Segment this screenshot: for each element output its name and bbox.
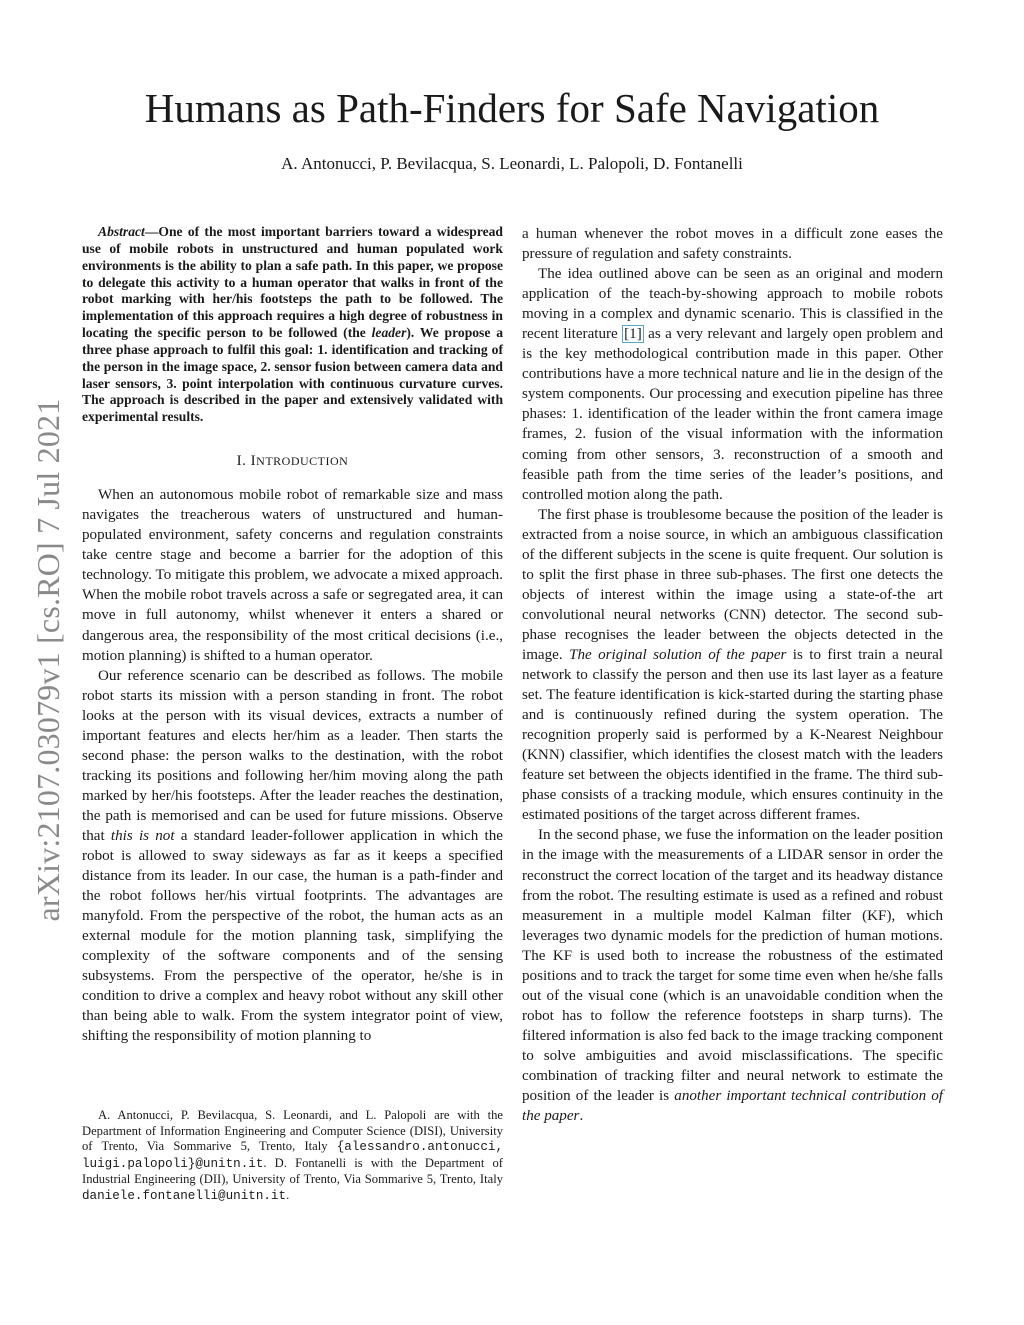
right-paragraph-3 — [522, 505, 943, 826]
author-affiliation-footnote — [82, 1108, 503, 1205]
footnote-email-fontanelli[interactable]: daniele.fontanelli@unitn.it — [82, 1188, 287, 1203]
right-paragraph-2-part-a: The idea outlined above can be seen as an original and modern application of the teach-by-showing approach to mobile robots moving in a complex and dynamic scenario. This is classified in the recent literature — [522, 266, 943, 343]
intro-paragraph-2-part-a: Our reference scenario can be described as follows. The mobile robot starts its mission with a person standing in front. The robot looks at the person with its visual devices, extracts a number of important features and elects her/him as a leader. Then starts the second phase: the person walks to the destination, with the robot tracking its positions and following her/him moving along the path marked by her/his footsteps. After the leader reaches the destination, the path is memorised and can be used for future missions. Observe that — [82, 667, 503, 844]
right-paragraph-3-part-b: is to first train a neural network to classify the person and then use its last layer as a feature set. The feature identification is kick-started during the starting phase and is continuously refined during the system operation. The recognition properly said is performed by a K-Nearest Neighbour (KNN) classifier, which identifies the closest match with the leaders feature set between the objects identified in the frame. The third sub-phase consists of a tracking module, which ensures continuity in the estimated positions of the target across different frames. — [522, 646, 943, 824]
right-paragraph-3-emphasis: The original solution of the paper — [569, 646, 787, 663]
intro-paragraph-2 — [82, 666, 503, 1047]
abstract-label: Abstract — [98, 224, 145, 239]
footnote-text-2: . D. Fontanelli is with the Department of Industrial Engineering (DII), University of Trento, Via Sommarive 5, Trento, Italy — [82, 1155, 503, 1187]
right-paragraph-2 — [522, 264, 943, 505]
section-title-rest: NTRODUCTION — [256, 454, 349, 469]
right-paragraph-4 — [522, 825, 943, 1126]
abstract-dash: — — [144, 224, 159, 239]
abstract-text-part2: ). We propose a three phase approach to fulfil this goal: 1. identification and tracking of the person in the image space, 2. sensor fusion between camera data and laser sensors, 3. point interpolation with continuous curvature curves. The approach is described in the paper and extensively validated with experimental results. — [82, 325, 503, 425]
citation-link-1[interactable]: [1] — [624, 326, 642, 343]
right-paragraph-1: a human whenever the robot moves in a difficult zone eases the pressure of regulation and safety constraints. — [522, 226, 943, 263]
right-paragraph-4-part-b: . — [579, 1108, 584, 1125]
intro-paragraph-2-part-b: a standard leader-follower application in which the robot is allowed to sway sideways as far as it keeps a specified distance from its leader. In our case, the human is a path-finder and the robot follows her/his virtual footprints. The advantages are manyfold. From the perspective of the robot, the human acts as an external module for the motion planning task, simplifying the complexity of the software components and of the sensing subsystems. From the perspective of the operator, he/she is in condition to drive a complex and heavy robot without any skill other than being able to walk. From the system integrator point of view, shifting the responsibility of motion planning to — [82, 827, 503, 1045]
right-paragraph-4-part-a: In the second phase, we fuse the information on the leader position in the image with the measurements of a LIDAR sensor in order the reconstruct the correct location of the target and its headway distance from the robot. The resulting estimate is used as a refined and robust measurement in a multiple model Kalman filter (KF), which leverages two dynamic models for the prediction of human motions. The KF is used both to increase the robustness of the estimated positions and to track the target for some time even when he/she falls out of the visual cone (which is an unavoidable condition when the robot has to follow the reference footsteps in sharp turns). The filtered information is also fed back to the image tracking component to solve ambiguities and avoid misclassifications. The specific combination of tracking filter and neural network to estimate the position of the leader is — [522, 827, 943, 1105]
footnote-text-3: . — [286, 1187, 290, 1202]
footnote-email-group[interactable]: {alessandro.antonucci, luigi.palopoli}@unitn.it — [82, 1140, 503, 1171]
section-title-initial: I — [250, 453, 257, 470]
abstract-text-part1: One of the most important barriers toward a widespread use of mobile robots in unstructured and human populated work environments is the ability to plan a safe path. In this paper, we propose to delegate this activity to a human operator that walks in front of the robot marking with her/his footsteps the path to be followed. The implementation of this approach requires a high degree of robustness in locating the specific person to be followed (the — [82, 224, 503, 341]
right-paragraph-4-emphasis: another important technical contribution of the paper — [522, 1088, 943, 1125]
arxiv-identifier: arXiv:2107.03079v1 [cs.RO] 7 Jul 2021 — [30, 398, 66, 922]
right-paragraph-3-part-a: The first phase is troublesome because the position of the leader is extracted from a noise source, in which an ambiguous classification of the different subjects in the scene is quite frequent. Our solution is to split the first phase in three sub-phases. The first one detects the objects of interest within the image using a state-of-the art convolutional neural networks (CNN) detector. The second sub-phase recognises the leader between the objects detected in the image. — [522, 506, 943, 663]
intro-paragraph-2-emphasis: this is not — [110, 827, 175, 844]
right-paragraph-2-part-b: as a very relevant and largely open problem and is the key methodological contribution made in this paper. Other contributions have a more technical nature and lie in the design of the system components. Our processing and execution pipeline has three phases: 1. identification of the leader within the front camera image frames, 2. fusion of the visual information with the information coming from other sensors, 3. reconstruction of a smooth and feasible path from the time series of the leader’s positions, and controlled motion along the path. — [522, 326, 943, 503]
footnote-text-1: A. Antonucci, P. Bevilacqua, S. Leonardi, and L. Palopoli are with the Department of Information Engineering and Computer Science (DISI), University of Trento, Via Sommarive 5, Trento, Italy — [82, 1108, 503, 1154]
left-column — [82, 224, 503, 1046]
paper-title: Humans as Path-Finders for Safe Navigation — [144, 85, 880, 131]
intro-paragraph-1: When an autonomous mobile robot of remarkable size and mass navigates the treacherous waters of unstructured and human-populated environment, safety concerns and regulation constraints take centre stage and become a barrier for the adoption of this technology. To mitigate this problem, we advocate a mixed approach. When the mobile robot travels across a safe or segregated area, it can move in full autonomy, whilst whenever it enters a shared or dangerous area, the responsibility of the most critical decisions (i.e., motion planning) is shifted to a human operator. — [82, 487, 503, 664]
section-heading-introduction — [82, 451, 503, 471]
abstract — [82, 224, 503, 426]
section-numeral: I. — [236, 453, 251, 470]
right-column — [522, 224, 943, 1126]
abstract-leader-term: leader — [371, 325, 407, 341]
author-list: A. Antonucci, P. Bevilacqua, S. Leonardi, L. Palopoli, D. Fontanelli — [281, 154, 743, 173]
